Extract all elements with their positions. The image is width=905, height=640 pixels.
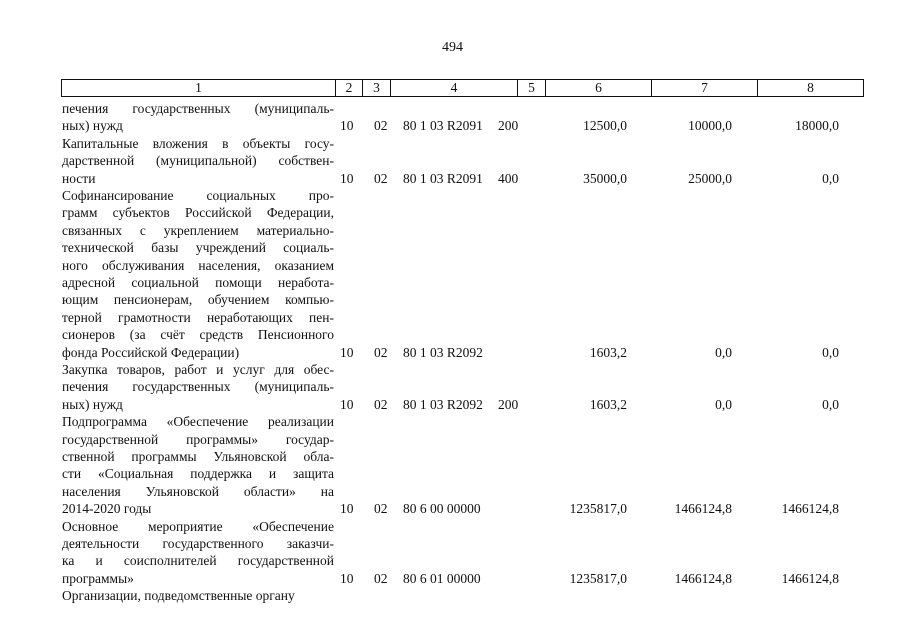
cell-col-8: 0,0 [822, 396, 839, 412]
row-description-line: Софинансирование социальных про- [62, 188, 334, 203]
header-col-3: 3 [363, 80, 391, 97]
cell-col-4: 80 6 00 00000 [403, 501, 481, 517]
cell-col-5: 200 [498, 396, 519, 412]
row-description-line: терной грамотности неработающих пен- [62, 309, 334, 325]
cell-col-3: 02 [374, 344, 388, 360]
cell-col-2: 10 [340, 396, 354, 412]
cell-col-7: 0,0 [715, 396, 732, 412]
page-number: 494 [442, 40, 463, 55]
cell-col-7: 0,0 [715, 344, 732, 360]
row-description-line: дарственной (муниципальной) собствен- [62, 153, 334, 169]
header-col-5: 5 [518, 80, 546, 97]
cell-col-8: 0,0 [822, 170, 839, 186]
cell-col-5: 200 [498, 118, 519, 134]
row-description-line: печения государственных (муниципаль- [62, 101, 334, 116]
cell-col-4: 80 1 03 R2091 [403, 118, 483, 134]
row-description-line: деятельности государственного заказчи- [62, 536, 334, 551]
row-description-line: фонда Российской Федерации) [62, 344, 240, 360]
header-col-6: 6 [546, 80, 652, 97]
row-description-line: 2014-2020 годы [62, 501, 152, 517]
cell-col-3: 02 [374, 170, 388, 186]
cell-col-2: 10 [340, 118, 354, 134]
row-description-line: ющим пенсионерам, обучением компью- [62, 292, 334, 308]
row-description-line: связанных с укреплением материально- [62, 222, 334, 238]
cell-col-4: 80 6 01 00000 [403, 570, 481, 586]
row-description-line: технической базы учреждений социаль- [62, 240, 334, 256]
row-description-line: ка и соисполнителей государственной [62, 553, 334, 569]
row-description-line: Основное мероприятие «Обеспечение [62, 518, 334, 534]
cell-col-2: 10 [340, 344, 354, 360]
cell-col-7: 10000,0 [688, 118, 732, 134]
cell-col-4: 80 1 03 R2092 [403, 344, 483, 360]
row-description-line: ственной программы Ульяновской обла- [62, 449, 334, 464]
cell-col-2: 10 [340, 170, 354, 186]
row-description-line: Капитальные вложения в объекты госу- [62, 135, 334, 151]
header-col-2: 2 [336, 80, 363, 97]
cell-col-8: 1466124,8 [781, 501, 839, 517]
row-description-line: сти «Социальная поддержка и защита [62, 466, 334, 482]
cell-col-6: 1235817,0 [569, 501, 627, 517]
cell-col-2: 10 [340, 570, 354, 586]
row-description-line: населения Ульяновской области» на [62, 483, 334, 499]
cell-col-3: 02 [374, 570, 388, 586]
cell-col-7: 1466124,8 [674, 570, 732, 586]
cell-col-4: 80 1 03 R2092 [403, 396, 483, 412]
header-col-1: 1 [62, 80, 336, 97]
row-description-line: печения государственных (муниципаль- [62, 379, 334, 395]
row-description-line: грамм субъектов Российской Федерации, [62, 205, 334, 221]
row-description-line: ного обслуживания населения, оказанием [62, 257, 334, 273]
cell-col-8: 0,0 [822, 344, 839, 360]
row-description-line: ности [62, 170, 96, 186]
cell-col-3: 02 [374, 118, 388, 134]
row-description-line: ных) нужд [62, 118, 123, 134]
row-description-line: Подпрограмма «Обеспечение реализации [62, 414, 334, 430]
cell-col-8: 18000,0 [795, 118, 839, 134]
row-description-line: программы» [62, 570, 134, 586]
header-col-4: 4 [391, 80, 518, 97]
header-col-7: 7 [652, 80, 758, 97]
cell-col-7: 25000,0 [688, 170, 732, 186]
row-description-line: сионеров (за счёт средств Пенсионного [62, 327, 334, 343]
row-description-line: ных) нужд [62, 396, 123, 412]
header-col-8: 8 [758, 80, 864, 97]
cell-col-7: 1466124,8 [674, 501, 732, 517]
cell-col-6: 12500,0 [583, 118, 627, 134]
row-description-line: адресной социальной помощи неработа- [62, 275, 334, 290]
cell-col-8: 1466124,8 [781, 570, 839, 586]
row-description-line: Организации, подведомственные органу [62, 588, 295, 604]
cell-col-3: 02 [374, 501, 388, 517]
cell-col-3: 02 [374, 396, 388, 412]
row-description-line: государственной программы» государ- [62, 431, 334, 447]
cell-col-6: 1603,2 [589, 344, 627, 360]
row-description-line: Закупка товаров, работ и услуг для обес- [62, 362, 334, 377]
cell-col-4: 80 1 03 R2091 [403, 170, 483, 186]
cell-col-2: 10 [340, 501, 354, 517]
cell-col-6: 1603,2 [589, 396, 627, 412]
cell-col-6: 35000,0 [583, 170, 627, 186]
cell-col-6: 1235817,0 [569, 570, 627, 586]
cell-col-5: 400 [498, 170, 519, 186]
